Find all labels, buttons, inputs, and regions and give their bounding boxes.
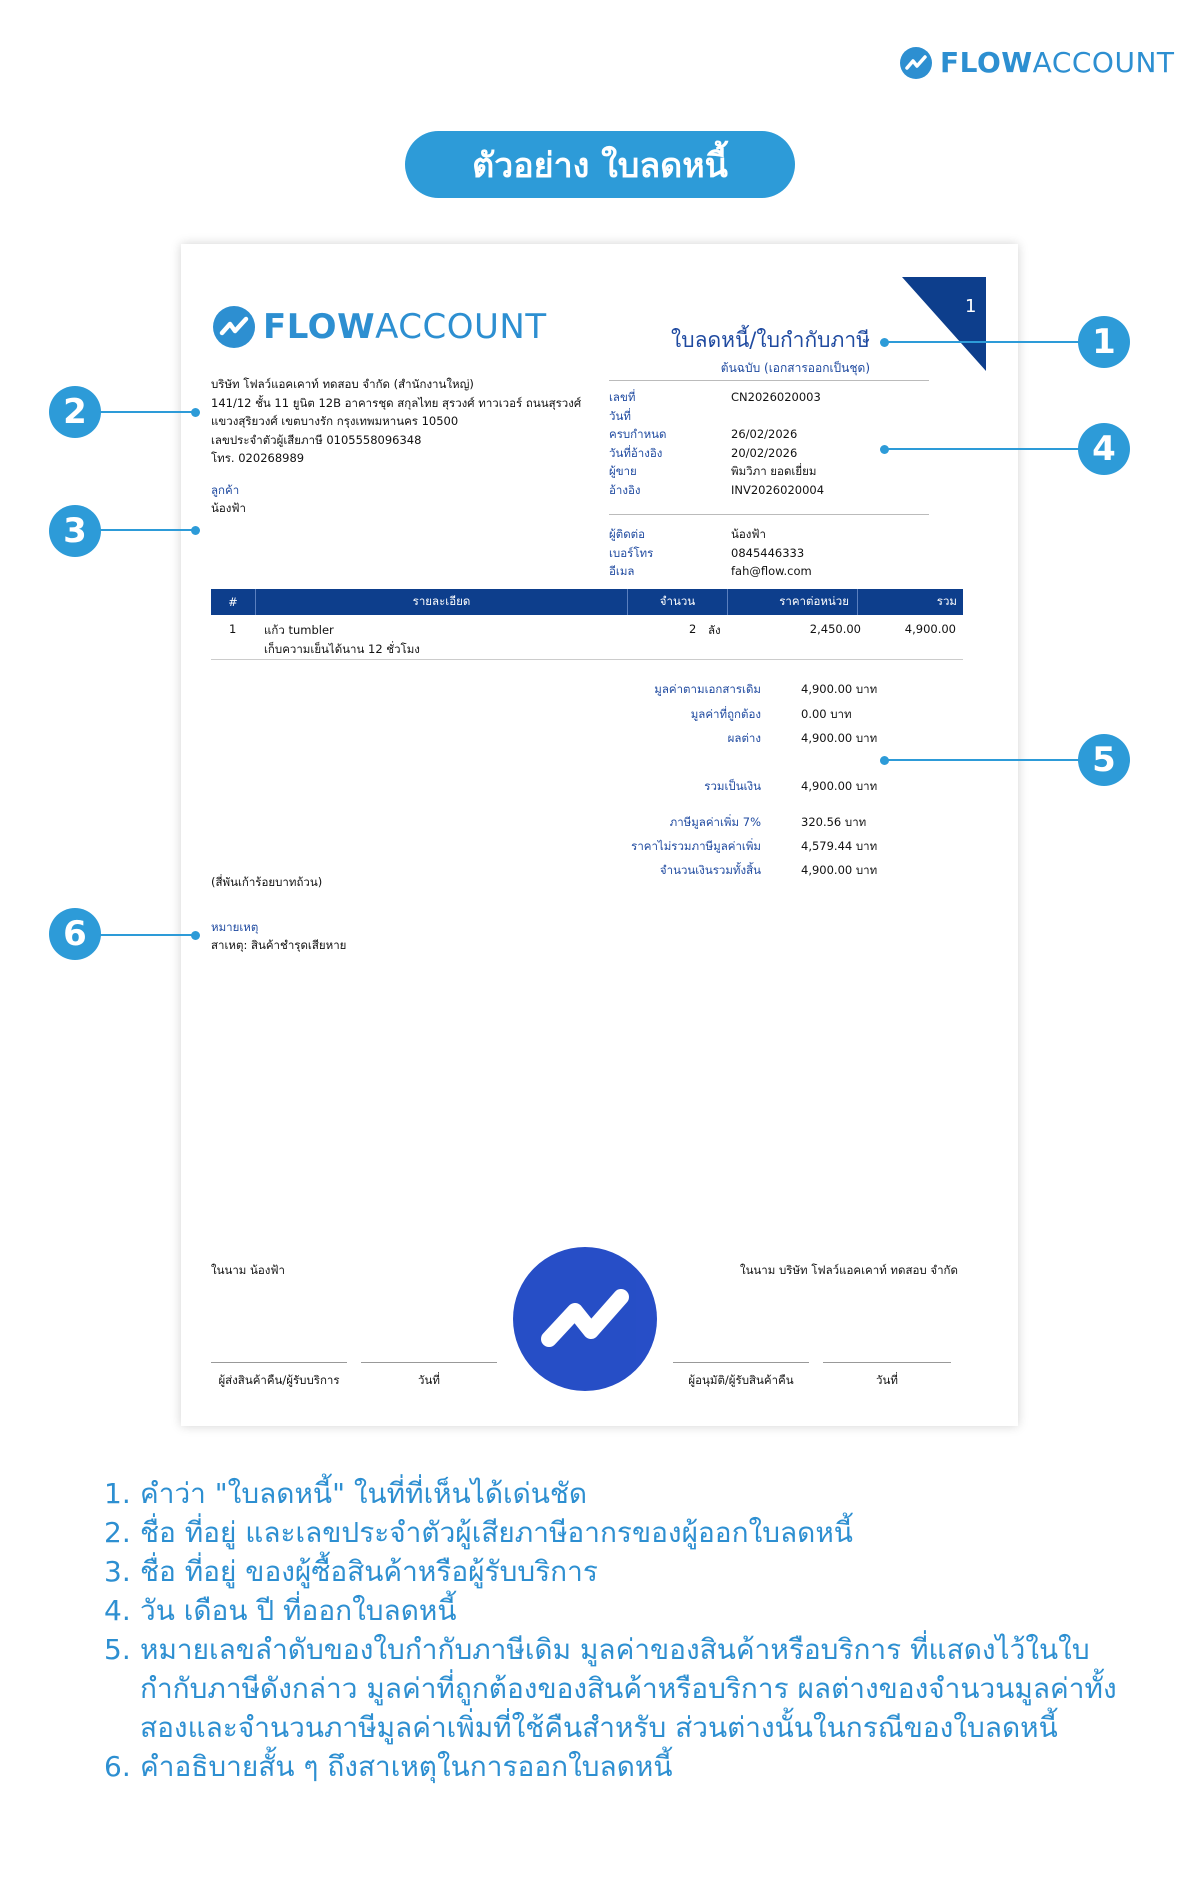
note-text: สาเหตุ: สินค้าชำรุดเสียหาย (211, 938, 347, 952)
summary-row: ภาษีมูลค่าเพิ่ม 7% 320.56 บาท (669, 815, 867, 829)
info-row: อีเมล fah@flow.com (609, 564, 812, 578)
note-label: หมายเหตุ (211, 920, 259, 934)
callout-line (100, 529, 195, 531)
issuer-info (211, 375, 591, 468)
issuer-line: แขวงสุริยวงศ์ เขตบางรัก กรุงเทพมหานคร 10500 (211, 414, 459, 428)
flowaccount-logo-icon (900, 47, 932, 79)
flowaccount-logo-icon (213, 306, 255, 348)
callout-line (884, 341, 1084, 343)
document-title: ใบลดหนี้/ใบกำกับภาษี (671, 328, 870, 352)
header-qty: จำนวน (628, 589, 728, 615)
signature-line (673, 1362, 809, 1363)
company-stamp (513, 1247, 657, 1391)
document-title-block (671, 324, 870, 378)
callout-5: 5 (1078, 734, 1130, 786)
issuer-line: บริษัท โฟลว์แอคเคาท์ ทดสอบ จำกัด (สำนักงานใหญ่) (211, 377, 474, 391)
row-description: เก็บความเย็นได้นาน 12 ชั่วโมง (264, 642, 420, 656)
callout-line (100, 934, 195, 936)
row-item: แก้ว tumbler (264, 623, 334, 637)
info-row: ผู้ขาย พิมวิภา ยอดเยี่ยม (609, 464, 817, 478)
callout-line (884, 759, 1084, 761)
summary-row: มูลค่าที่ถูกต้อง 0.00 บาท (690, 707, 852, 721)
callout-1: 1 (1078, 316, 1130, 368)
summary-row: จำนวนเงินรวมทั้งสิ้น 4,900.00 บาท (659, 863, 878, 877)
header-description: รายละเอียด (256, 589, 628, 615)
info-row: เบอร์โทร 0845446333 (609, 545, 805, 560)
callout-line (100, 411, 195, 413)
list-item: 2. ชื่อ ที่อยู่ และเลขประจำตัวผู้เสียภาษีอากรของผู้ออกใบลดหนี้ (104, 1516, 853, 1549)
signature-caption: วันที่ (418, 1373, 440, 1387)
signature-line (823, 1362, 951, 1363)
row-total: 4,900.00 (904, 622, 956, 636)
document-info (609, 380, 929, 499)
page-number: 1 (965, 296, 977, 317)
row-no: 1 (229, 622, 237, 636)
summary-row: รวมเป็นเงิน 4,900.00 บาท (704, 779, 878, 793)
list-item: 5. หมายเลขลำดับของใบกำกับภาษีเดิม มูลค่าของสินค้าหรือบริการ ที่แสดงไว้ในใบกำกับภาษีดังกล่าว มูลค่าที่ถูกต้องของสินค้าหรือบริการ ผลต่างของจำนวนมูลค่าทั้งสองและจำนวนภาษีมูลค่าเพิ่มที่ใช้คืนสำหรับ ส่วนต่างนั้นในกรณีของใบลดหนี้ (104, 1633, 1117, 1744)
row-divider (211, 659, 963, 660)
header-total: รวม (936, 594, 957, 608)
callout-6: 6 (49, 908, 101, 960)
brand-light: ACCOUNT (1032, 46, 1175, 79)
contact-info (609, 514, 929, 581)
signature-caption: ผู้ส่งสินค้าคืน/ผู้รับบริการ (218, 1373, 340, 1387)
sign-right-name: ในนาม บริษัท โฟลว์แอคเคาท์ ทดสอบ จำกัด (739, 1263, 958, 1277)
document-logo (213, 306, 547, 348)
summary-row: มูลค่าตามเอกสารเดิม 4,900.00 บาท (654, 682, 878, 696)
brand-logo (900, 46, 1175, 79)
list-item: 6. คำอธิบายสั้น ๆ ถึงสาเหตุในการออกใบลดหนี้ (104, 1750, 673, 1783)
customer-name: น้องฟ้า (211, 501, 246, 515)
info-row: วันที่ (609, 408, 631, 423)
signature-line (211, 1362, 347, 1363)
list-item: 4. วัน เดือน ปี ที่ออกใบลดหนี้ (104, 1594, 457, 1627)
signature-caption: ผู้อนุมัติ/ผู้รับสินค้าคืน (688, 1373, 794, 1387)
header-no: # (211, 589, 256, 615)
issuer-line: โทร. 020268989 (211, 451, 305, 465)
list-item: 3. ชื่อ ที่อยู่ ของผู้ซื้อสินค้าหรือผู้รับบริการ (104, 1555, 598, 1588)
customer-label: ลูกค้า (211, 483, 240, 497)
signature-caption: วันที่ (876, 1373, 898, 1387)
brand-bold: FLOW (940, 46, 1033, 79)
document-subtitle: ต้นฉบับ (เอกสารออกเป็นชุด) (720, 361, 870, 375)
issuer-line: 141/12 ชั้น 11 ยูนิต 12B อาคารชุด สกุลไทย สุรวงศ์ ทาวเวอร์ ถนนสุรวงศ์ (211, 395, 582, 410)
list-item: 1. คำว่า "ใบลดหนี้" ในที่ที่เห็นได้เด่นชัด (104, 1477, 588, 1510)
credit-note-document (181, 244, 1018, 1426)
items-table-header (211, 589, 963, 615)
summary-row: ผลต่าง 4,900.00 บาท (727, 731, 878, 745)
amount-in-words: (สี่พันเก้าร้อยบาทถ้วน) (211, 875, 323, 889)
signature-line (361, 1362, 497, 1363)
row-qty: 2 (689, 622, 697, 636)
callout-2: 2 (49, 386, 101, 438)
callout-3: 3 (49, 505, 101, 557)
info-row: ครบกำหนด 26/02/2026 (609, 427, 798, 441)
callout-line (884, 448, 1084, 450)
info-row: วันที่อ้างอิง 20/02/2026 (609, 445, 798, 460)
page-title: ตัวอย่าง ใบลดหนี้ (405, 131, 795, 198)
doc-logo-bold: FLOW (263, 307, 376, 347)
header-unit-price: ราคาต่อหน่วย (728, 589, 858, 615)
row-unit: ลัง (708, 623, 721, 637)
explanation-list (104, 1474, 1164, 1786)
info-row: เลขที่ CN2026020003 (609, 390, 821, 404)
row-price: 2,450.00 (809, 622, 861, 636)
issuer-line: เลขประจำตัวผู้เสียภาษี 0105558096348 (211, 432, 422, 447)
sign-left-name: ในนาม น้องฟ้า (211, 1263, 286, 1277)
info-row: ผู้ติดต่อ น้องฟ้า (609, 527, 766, 541)
doc-logo-light: ACCOUNT (375, 307, 547, 347)
info-row: อ้างอิง INV2026020004 (609, 482, 825, 497)
callout-4: 4 (1078, 423, 1130, 475)
summary-row: ราคาไม่รวมภาษีมูลค่าเพิ่ม 4,579.44 บาท (631, 839, 878, 853)
